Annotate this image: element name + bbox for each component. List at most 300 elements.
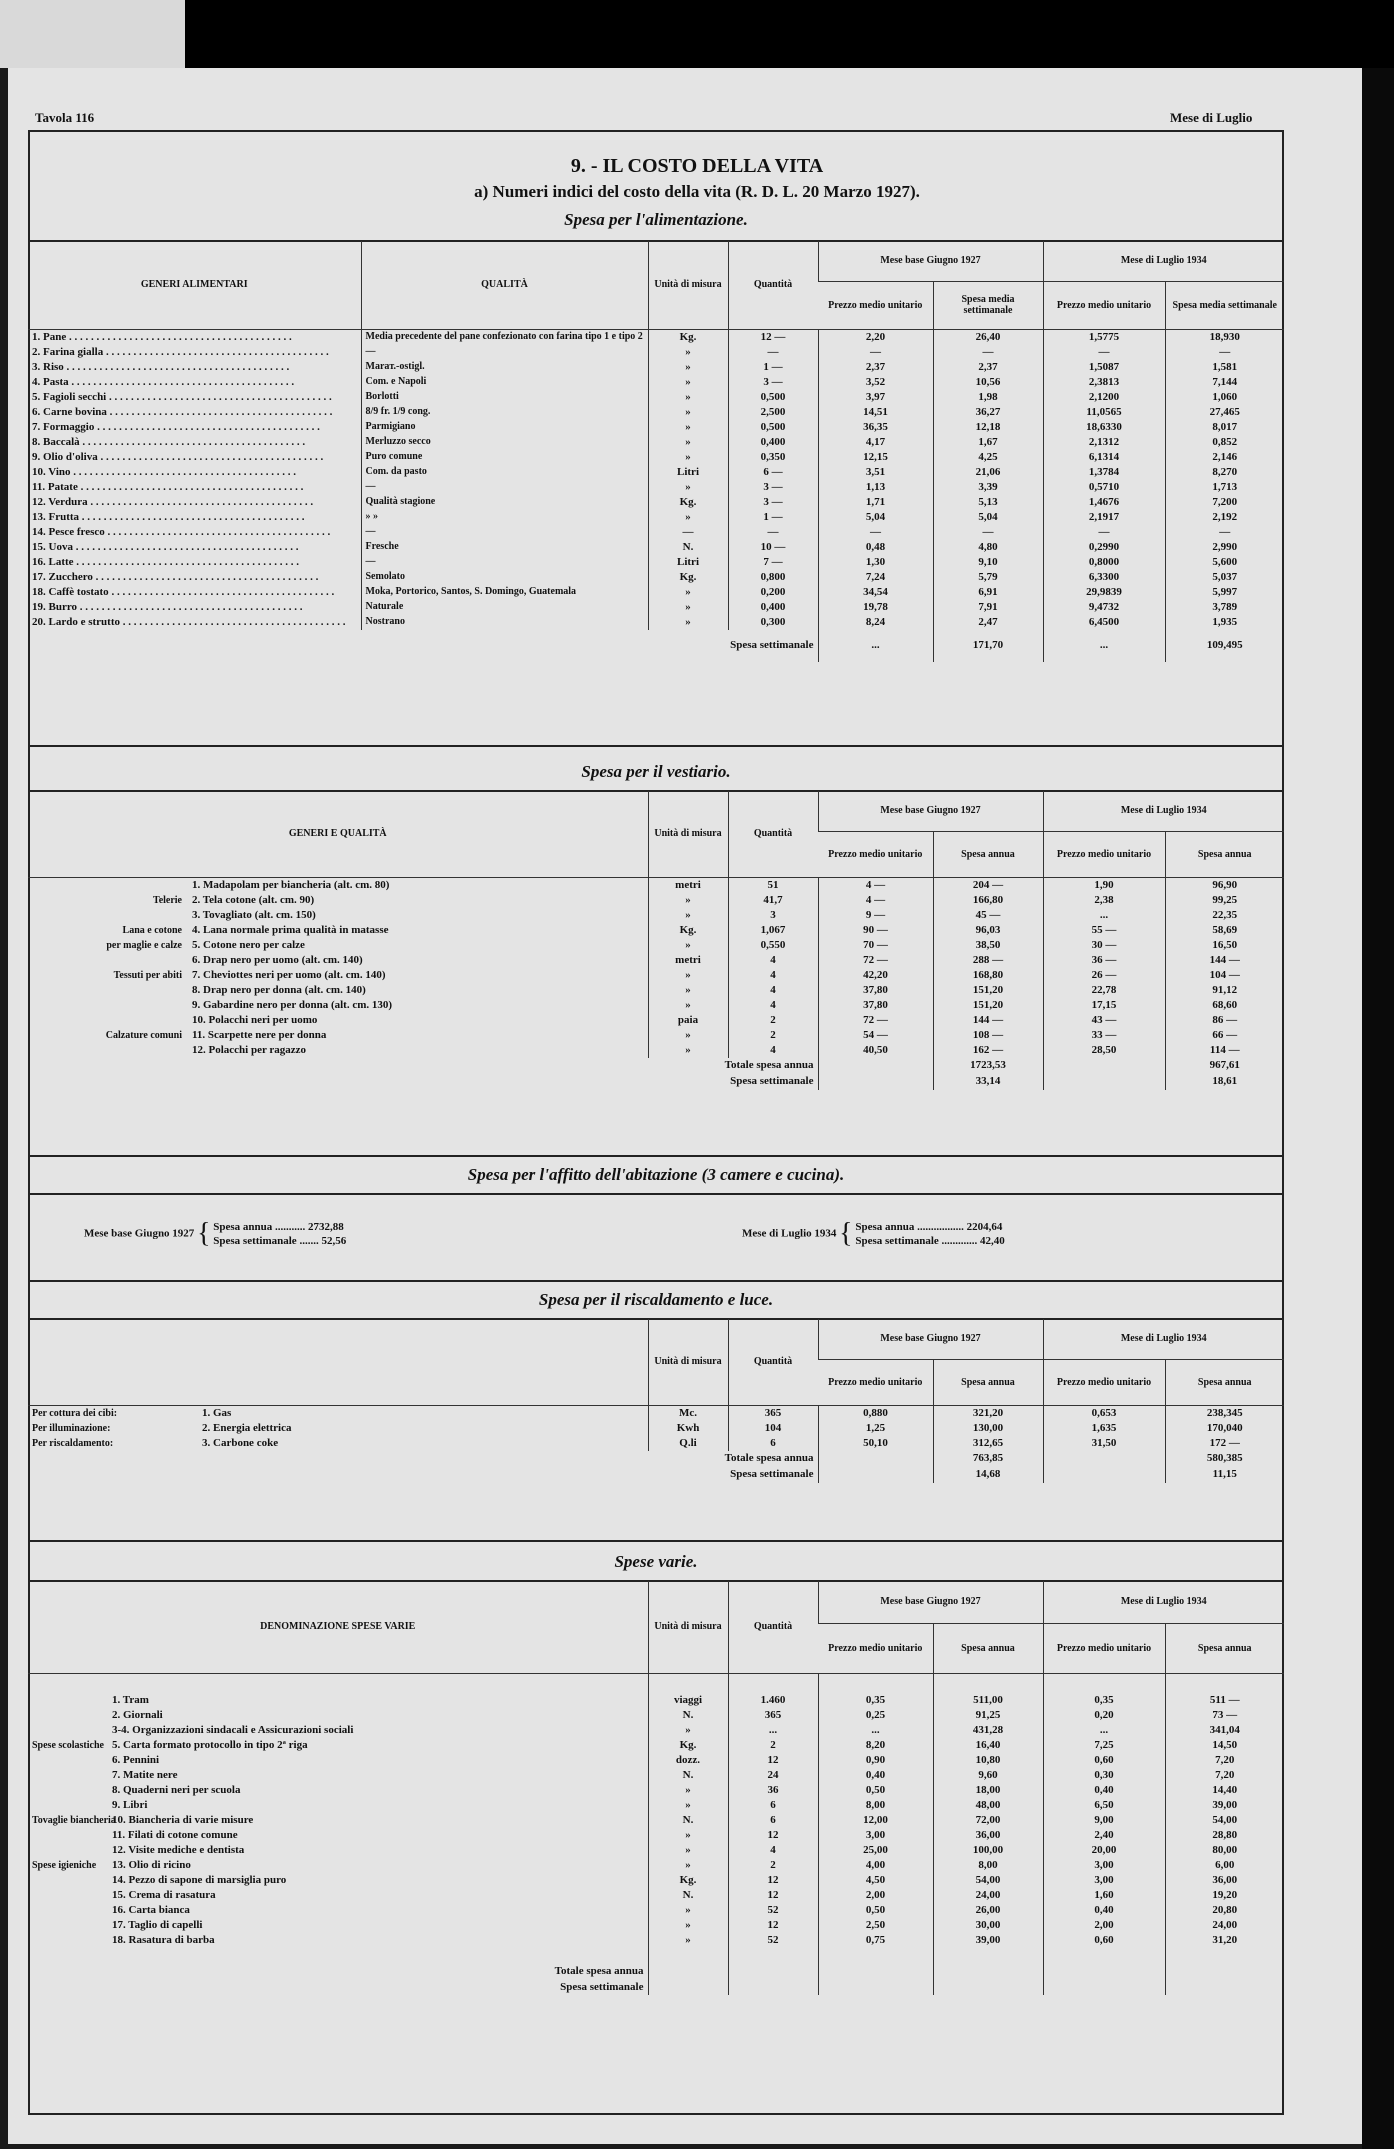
food-item-cur-spend: 8,270 [1165,465,1284,480]
food-row [28,600,1284,615]
misc-row [28,1783,1284,1798]
col-current: Mese di Luglio 1934 [1043,1581,1284,1623]
divider [28,745,1284,747]
clothing-item-base-spend: 45 — [933,908,1043,923]
food-table-body [28,329,1284,630]
page-title: 9. - IL COSTO DELLA VITA [570,155,824,177]
col-unita: Unità di misura [648,1581,728,1673]
food-item-qty: 10 — [728,540,818,555]
clothing-row [28,893,1284,908]
clothing-table [28,791,1284,1090]
food-row [28,345,1284,360]
food-item-name: 10. Vino . . . . . . . . . . . . . . . . . . . . . . . . . . . . . . . . . . . . . . . . . [32,465,297,478]
misc-item-name: 2. Giornali [112,1709,163,1721]
misc-item [28,1723,648,1738]
misc-row [28,1798,1284,1813]
clothing-row [28,1043,1284,1058]
clothing-row [28,923,1284,938]
clothing-item-cur-spend: 86 — [1165,1013,1284,1028]
clothing-item-base-price: 42,20 [818,968,933,983]
misc-item-cur-price: 3,00 [1043,1873,1165,1888]
col-quantita: Quantità [728,1581,818,1673]
food-item-quality: — [361,525,648,540]
misc-item-cur-spend: 24,00 [1165,1918,1284,1933]
food-item-unit: N. [648,540,728,555]
col-base-prezzo: Prezzo medio unitario [818,1623,933,1673]
rent-current-weekly: 42,40 [980,1235,1005,1247]
food-item-qty: 0,500 [728,420,818,435]
misc-item [28,1903,648,1918]
food-item-base-spend: 1,98 [933,390,1043,405]
misc-item-unit: » [648,1828,728,1843]
food-row [28,360,1284,375]
food-item-base-price: 19,78 [818,600,933,615]
misc-item [28,1753,648,1768]
misc-item-cur-spend: 14,50 [1165,1738,1284,1753]
food-item-base-spend: 3,39 [933,480,1043,495]
food-row [28,420,1284,435]
misc-item-cur-spend: 20,80 [1165,1903,1284,1918]
rent-current-annual-label: Spesa annua [855,1221,915,1233]
food-item-cur-spend: — [1165,345,1284,360]
misc-item-base-spend: 24,00 [933,1888,1043,1903]
food-item-cur-spend: — [1165,525,1284,540]
clothing-total-annual-row [28,1058,1284,1074]
heating-item-unit: Q.li [648,1436,728,1451]
dot-leader: . . . . . . . . . . . . . . . . . . . . . . . . . . . . . . . . . . . . . . . . . [104,525,331,538]
food-item-base-spend: 6,91 [933,585,1043,600]
misc-row [28,1903,1284,1918]
food-item-unit: » [648,510,728,525]
food-row [28,540,1284,555]
food-item-unit: » [648,600,728,615]
col-base-spesa: Spesa annua [933,831,1043,877]
food-item-cur-price: 0,5710 [1043,480,1165,495]
divider [28,1540,1284,1542]
heating-item-base-spend: 312,65 [933,1436,1043,1451]
food-item-quality: Com. e Napoli [361,375,648,390]
food-item-unit: Kg. [648,495,728,510]
col-base-spesa: Spesa media settimanale [933,281,1043,329]
divider [28,1155,1284,1157]
misc-item-base-price: 2,50 [818,1918,933,1933]
clothing-item-base-spend: 96,03 [933,923,1043,938]
misc-table-body [28,1693,1284,1948]
misc-item-base-spend: 10,80 [933,1753,1043,1768]
misc-item-qty: 36 [728,1783,818,1798]
clothing-total-weekly-label: Spesa settimanale [730,1075,814,1087]
clothing-item-cur-price: 2,38 [1043,893,1165,908]
misc-item-base-spend: 8,00 [933,1858,1043,1873]
food-item-qty: 0,400 [728,435,818,450]
food-total-cp: ... [1043,630,1165,662]
clothing-item-cur-price: 28,50 [1043,1043,1165,1058]
clothing-item-cur-spend: 96,90 [1165,877,1284,893]
dot-leader: . . . . . . . . . . . . . . . . . . . . . . . . . . . . . . . . . . . . . . . . . [73,555,300,568]
misc-item-name: 17. Taglio di capelli [112,1919,203,1931]
clothing-table-body [28,877,1284,1058]
food-item-cur-spend: 1,060 [1165,390,1284,405]
clothing-item-cur-spend: 99,25 [1165,893,1284,908]
food-item-base-price: 3,97 [818,390,933,405]
food-item-cur-spend: 8,017 [1165,420,1284,435]
food-item-unit: » [648,615,728,630]
clothing-item-base-price: 70 — [818,938,933,953]
misc-item-cur-spend: 80,00 [1165,1843,1284,1858]
food-item-base-spend: 2,37 [933,360,1043,375]
clothing-row [28,968,1284,983]
col-generi-qualita: GENERI E QUALITÀ [28,791,648,877]
food-item-name: 8. Baccalà . . . . . . . . . . . . . . . . . . . . . . . . . . . . . . . . . . . . . . . . . [32,435,306,448]
heating-item-name: 2. Energia elettrica [202,1421,292,1434]
col-cur-spesa: Spesa media settimanale [1165,281,1284,329]
misc-item-cur-spend: 19,20 [1165,1888,1284,1903]
misc-table [28,1581,1284,1995]
food-table [28,241,1284,662]
col-cur-spesa: Spesa annua [1165,831,1284,877]
misc-item-qty: 4 [728,1843,818,1858]
misc-item [28,1708,648,1723]
food-item-cur-price: 9,4732 [1043,600,1165,615]
misc-item-base-price: ... [818,1723,933,1738]
clothing-group-label: per maglie e calze [106,939,182,951]
clothing-section-title: Spesa per il vestiario. [581,762,731,781]
food-row [28,450,1284,465]
rent-base-annual: 2732,88 [308,1221,344,1233]
clothing-item-name: 6. Drap nero per uomo (alt. cm. 140) [192,953,363,966]
clothing-group-label: Telerie [152,894,182,906]
food-item-qty: 3 — [728,480,818,495]
heating-item-qty: 6 [728,1436,818,1451]
clothing-group-label: Lana e cotone [122,924,182,936]
dot-leader: . . . . . . . . . . . . . . . . . . . . . . . . . . . . . . . . . . . . . . . . . [87,495,314,508]
clothing-item-cur-spend: 91,12 [1165,983,1284,998]
misc-item-base-spend: 39,00 [933,1933,1043,1948]
food-item-name: 7. Formaggio . . . . . . . . . . . . . . . . . . . . . . . . . . . . . . . . . . . . . . . . . [32,420,320,433]
misc-item [28,1888,648,1903]
misc-item [28,1933,648,1948]
clothing-item [28,877,648,893]
food-item-base-price: 1,30 [818,555,933,570]
misc-item [28,1693,648,1708]
misc-total-annual-row [28,1963,1284,1979]
clothing-item-cur-spend: 66 — [1165,1028,1284,1043]
clothing-item-cur-price: 22,78 [1043,983,1165,998]
misc-total-weekly-row [28,1979,1284,1995]
misc-item-unit: » [648,1933,728,1948]
food-item-cur-price: 1,5775 [1043,329,1165,345]
dot-leader: . . . . . . . . . . . . . . . . . . . . . . . . . . . . . . . . . . . . . . . . . [70,465,297,478]
food-item-base-price: — [818,525,933,540]
food-item-cur-price: 2,1917 [1043,510,1165,525]
misc-item-base-price: 8,20 [818,1738,933,1753]
dot-leader: . . . . . . . . . . . . . . . . . . . . . . . . . . . . . . . . . . . . . . . . . [108,585,335,598]
food-item-cur-spend: 1,713 [1165,480,1284,495]
misc-item-qty: 24 [728,1768,818,1783]
clothing-item-qty: 2 [728,1028,818,1043]
divider [28,1193,1284,1195]
food-item-cur-spend: 7,200 [1165,495,1284,510]
food-item-unit: » [648,420,728,435]
food-item-qty: 3 — [728,495,818,510]
misc-item-cur-price: 0,35 [1043,1693,1165,1708]
food-item-cur-spend: 3,789 [1165,600,1284,615]
misc-item-cur-spend: 73 — [1165,1708,1284,1723]
food-item-base-price: 36,35 [818,420,933,435]
col-base-spesa: Spesa annua [933,1623,1043,1673]
food-item-quality: Media precedente del pane confezionato con farina tipo 1 e tipo 2 [361,329,648,345]
misc-item-cur-price: 7,25 [1043,1738,1165,1753]
misc-item-base-spend: 9,60 [933,1768,1043,1783]
food-item-base-price: 34,54 [818,585,933,600]
food-item-quality: Moka, Portorico, Santos, S. Domingo, Guatemala [361,585,648,600]
rent-current-annual: 2204,64 [966,1221,1003,1233]
clothing-item-cur-spend: 22,35 [1165,908,1284,923]
food-item-qty: 3 — [728,375,818,390]
food-item-base-spend: — [933,525,1043,540]
misc-item-base-price: 0,25 [818,1708,933,1723]
col-quantita: Quantità [728,1319,818,1405]
misc-item-qty: ... [728,1723,818,1738]
food-item-cur-price: 6,4500 [1043,615,1165,630]
food-row [28,329,1284,345]
col-denominazione: DENOMINAZIONE SPESE VARIE [28,1581,648,1673]
heating-row [28,1421,1284,1436]
col-base-prezzo: Prezzo medio unitario [818,831,933,877]
heating-item-unit: Kwh [648,1421,728,1436]
food-item-qty: 6 — [728,465,818,480]
clothing-item-base-spend: 166,80 [933,893,1043,908]
page-label: Tavola 116 [35,110,95,125]
food-item-cur-price: 0,8000 [1043,555,1165,570]
food-item-name: 5. Fagioli secchi . . . . . . . . . . . . . . . . . . . . . . . . . . . . . . . . . . . . . . . . . [32,390,332,403]
misc-item-base-spend: 100,00 [933,1843,1043,1858]
misc-item-unit: N. [648,1813,728,1828]
heating-item-name: 1. Gas [202,1406,232,1419]
misc-item-name: 3-4. Organizzazioni sindacali e Assicurazioni sociali [112,1724,354,1736]
food-item-unit: Kg. [648,570,728,585]
food-item-quality: Puro comune [361,450,648,465]
clothing-item-qty: 4 [728,998,818,1013]
misc-item-cur-price: 1,60 [1043,1888,1165,1903]
col-unita: Unità di misura [648,1319,728,1405]
food-item-unit: » [648,585,728,600]
col-generi: GENERI ALIMENTARI [28,241,361,329]
misc-item-name: 15. Crema di rasatura [112,1889,216,1901]
dot-leader: . . . . . . . . . . . . . . . . . . . . . . . . . . . . . . . . . . . . . . . . . [92,570,319,583]
rent-base-block: Mese base Giugno 1927 { Spesa annua ........... 2732,88 Spesa settimanale ....... 52,56 [84,1218,347,1249]
food-item-cur-spend: 1,935 [1165,615,1284,630]
heating-total-annual-b: 763,85 [933,1451,1043,1467]
food-row [28,495,1284,510]
rent-base-label: Mese base Giugno 1927 [84,1227,195,1240]
misc-item [28,1783,648,1798]
clothing-item-name: 4. Lana normale prima qualità in matasse [192,923,389,936]
col-base: Mese base Giugno 1927 [818,241,1043,281]
col-cur-prezzo: Prezzo medio unitario [1043,1359,1165,1405]
food-item-cur-price: 18,6330 [1043,420,1165,435]
misc-item-cur-price: 2,00 [1043,1918,1165,1933]
food-item-base-price: 8,24 [818,615,933,630]
misc-item-cur-spend: 7,20 [1165,1768,1284,1783]
dot-leader: . . . . . . . . . . . . . . . . . . . . . . . . . . . . . . . . . . . . . . . . . [79,435,306,448]
heating-item-cur-spend: 170,040 [1165,1421,1284,1436]
food-item-qty: 0,400 [728,600,818,615]
food-item-base-spend: 4,25 [933,450,1043,465]
misc-item-qty: 12 [728,1918,818,1933]
food-item-name: 14. Pesce fresco . . . . . . . . . . . . . . . . . . . . . . . . . . . . . . . . . . . . . . . . . [32,525,331,538]
heating-purpose: Per illuminazione: [32,1422,111,1434]
misc-row [28,1828,1284,1843]
misc-item-qty: 12 [728,1888,818,1903]
clothing-row [28,998,1284,1013]
misc-item-base-spend: 91,25 [933,1708,1043,1723]
food-item-quality: Com. da pasto [361,465,648,480]
food-item-base-spend: 5,13 [933,495,1043,510]
clothing-item-qty: 3 [728,908,818,923]
misc-row [28,1918,1284,1933]
food-item-base-spend: 1,67 [933,435,1043,450]
col-base: Mese base Giugno 1927 [818,1581,1043,1623]
rent-base-annual-label: Spesa annua [213,1221,273,1233]
clothing-row [28,1013,1284,1028]
dot-leader: . . . . . . . . . . . . . . . . . . . . . . . . . . . . . . . . . . . . . . . . . [68,375,295,388]
misc-item-unit: » [648,1858,728,1873]
col-base-prezzo: Prezzo medio unitario [818,281,933,329]
clothing-item-unit: Kg. [648,923,728,938]
clothing-item-unit: metri [648,953,728,968]
misc-item-unit: Kg. [648,1873,728,1888]
misc-item-name: 14. Pezzo di sapone di marsiglia puro [112,1874,287,1886]
food-item-qty: 0,350 [728,450,818,465]
misc-item-cur-spend: 14,40 [1165,1783,1284,1798]
clothing-item [28,893,648,908]
food-item-base-spend: 21,06 [933,465,1043,480]
food-item-cur-spend: 5,037 [1165,570,1284,585]
food-item-name: 12. Verdura . . . . . . . . . . . . . . . . . . . . . . . . . . . . . . . . . . . . . . . . . [32,495,314,508]
misc-item [28,1768,648,1783]
misc-item-qty: 12 [728,1753,818,1768]
heating-item-cur-price: 31,50 [1043,1436,1165,1451]
clothing-item-name: 3. Tovagliato (alt. cm. 150) [192,908,316,921]
misc-row [28,1708,1284,1723]
misc-item-qty: 12 [728,1873,818,1888]
food-item-unit: » [648,390,728,405]
food-item-base-price: 5,04 [818,510,933,525]
clothing-item-unit: » [648,1028,728,1043]
food-item-quality: Merluzzo secco [361,435,648,450]
misc-group-label: Tovaglie biancheria [32,1815,116,1826]
food-item-base-spend: 10,56 [933,375,1043,390]
clothing-item-cur-price: 43 — [1043,1013,1165,1028]
misc-item-name: 5. Carta formato protocollo in tipo 2ª riga [112,1739,308,1751]
food-row [28,435,1284,450]
clothing-item-base-price: 4 — [818,877,933,893]
misc-item-base-price: 3,00 [818,1828,933,1843]
misc-item-base-spend: 26,00 [933,1903,1043,1918]
food-item-qty: — [728,525,818,540]
col-base: Mese base Giugno 1927 [818,791,1043,831]
dot-leader: . . . . . . . . . . . . . . . . . . . . . . . . . . . . . . . . . . . . . . . . . [106,405,333,418]
clothing-item-base-spend: 144 — [933,1013,1043,1028]
misc-item-base-spend: 72,00 [933,1813,1043,1828]
food-total-label: Spesa settimanale [730,639,814,651]
misc-row [28,1888,1284,1903]
food-item-base-spend: 7,91 [933,600,1043,615]
misc-item [28,1843,648,1858]
food-item-base-price: 2,37 [818,360,933,375]
heating-item-base-spend: 321,20 [933,1405,1043,1421]
food-item-name: 1. Pane . . . . . . . . . . . . . . . . . . . . . . . . . . . . . . . . . . . . . . . . . [32,330,292,343]
misc-item-qty: 12 [728,1828,818,1843]
food-item-unit: » [648,435,728,450]
clothing-item-cur-price: 33 — [1043,1028,1165,1043]
misc-item-base-price: 12,00 [818,1813,933,1828]
clothing-item-unit: metri [648,877,728,893]
clothing-row [28,1028,1284,1043]
food-item-base-price: 3,52 [818,375,933,390]
misc-item-cur-spend: 7,20 [1165,1753,1284,1768]
food-row [28,405,1284,420]
misc-group-label: Spese scolastiche [32,1740,104,1751]
clothing-item-name: 2. Tela cotone (alt. cm. 90) [192,893,315,906]
food-item-name: 13. Frutta . . . . . . . . . . . . . . . . . . . . . . . . . . . . . . . . . . . . . . . . . [32,510,305,523]
col-quantita: Quantità [728,241,818,329]
food-item-cur-spend: 5,600 [1165,555,1284,570]
food-item-cur-spend: 2,990 [1165,540,1284,555]
dot-leader: . . . . . . . . . . . . . . . . . . . . . . . . . . . . . . . . . . . . . . . . . [77,600,303,613]
misc-item-unit: N. [648,1708,728,1723]
clothing-item [28,1043,648,1058]
misc-item-name: 6. Pennini [112,1754,160,1766]
misc-item-base-spend: 16,40 [933,1738,1043,1753]
food-item-unit: » [648,360,728,375]
misc-item-unit: » [648,1918,728,1933]
misc-item-cur-price: 0,30 [1043,1768,1165,1783]
food-item-name: 15. Uova . . . . . . . . . . . . . . . . . . . . . . . . . . . . . . . . . . . . . . . . . [32,540,299,553]
clothing-item-cur-spend: 104 — [1165,968,1284,983]
clothing-item-cur-spend: 144 — [1165,953,1284,968]
rent-base-weekly-label: Spesa settimanale [213,1235,297,1247]
clothing-item-cur-price: 30 — [1043,938,1165,953]
food-item-cur-spend: 5,997 [1165,585,1284,600]
misc-item-unit: N. [648,1768,728,1783]
food-item-unit: — [648,525,728,540]
clothing-total-annual-label: Totale spesa annua [724,1059,814,1071]
misc-item-base-price: 0,50 [818,1783,933,1798]
dot-leader: . . . . . . . . . . . . . . . . . . . . . . . . . . . . . . . . . . . . . . . . . [77,480,304,493]
food-row [28,615,1284,630]
food-item-name: 16. Latte . . . . . . . . . . . . . . . . . . . . . . . . . . . . . . . . . . . . . . . . . [32,555,300,568]
clothing-item-qty: 41,7 [728,893,818,908]
col-cur-prezzo: Prezzo medio unitario [1043,1623,1165,1673]
food-item-quality: — [361,555,648,570]
misc-item [28,1798,648,1813]
clothing-item-name: 9. Gabardine nero per donna (alt. cm. 130) [192,998,393,1011]
food-item-quality: Parmigiano [361,420,648,435]
misc-item-cur-price: 20,00 [1043,1843,1165,1858]
misc-item-qty: 6 [728,1798,818,1813]
heating-item-name: 3. Carbone coke [202,1436,279,1449]
rent-section-title: Spesa per l'affitto dell'abitazione (3 camere e cucina). [467,1165,845,1184]
food-item-name: 11. Patate . . . . . . . . . . . . . . . . . . . . . . . . . . . . . . . . . . . . . . . . . [32,480,304,493]
food-item-quality: Fresche [361,540,648,555]
rent-current-weekly-label: Spesa settimanale [855,1235,939,1247]
food-item-name: 19. Burro . . . . . . . . . . . . . . . . . . . . . . . . . . . . . . . . . . . . . . . . . [32,600,303,613]
misc-item-qty: 52 [728,1903,818,1918]
food-item-name: 9. Olio d'oliva . . . . . . . . . . . . . . . . . . . . . . . . . . . . . . . . . . . . . . . . . [32,450,324,463]
misc-row [28,1933,1284,1948]
